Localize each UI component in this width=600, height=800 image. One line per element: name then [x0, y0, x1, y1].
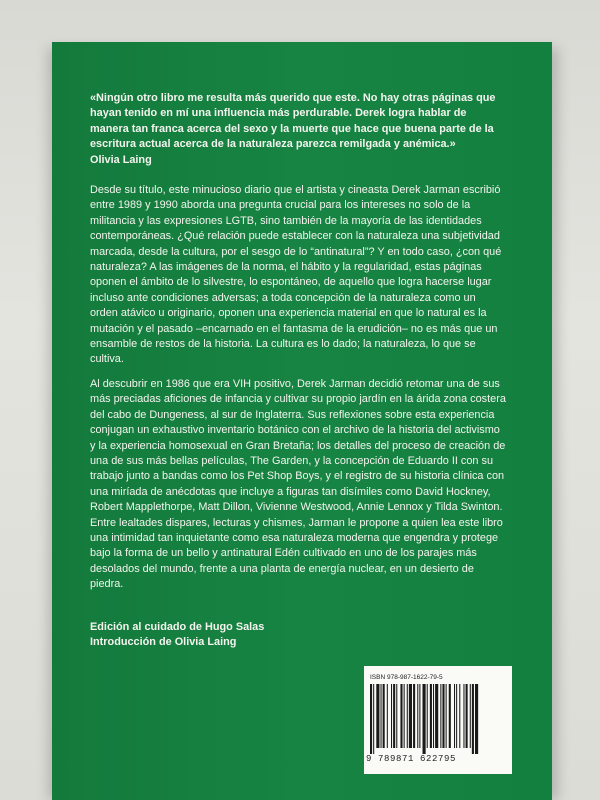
paragraph-2-text: Al descubrir en 1986 que era VIH positivo, Derek Jarman decidió retomar una de sus más preciadas aficiones de infancia y cultivar su propio jardín en la árida zona costera del cabo de Dungeness, al sur de Inglaterra. Sus reflexiones sobre esta experiencia conjugan un exhaustivo inventario botánico con el archivo de la historia del activismo y la experiencia homosexual en Gran Bretaña; los detalles del proceso de creación de una de sus más bellas películas, The Garden, y la concepción de Eduardo II con su trabajo junto a bandas como los Pet Shop Boys, y el registro de su historia clínica con una miríada de anécdotas que incluye a figuras tan disímiles como David Hockney, Robert Mapplethorpe, Matt Dillon, Vivienne Westwood, Annie Lennox y Tilda Swinton. Entre lealtades dispares, lecturas y chismes, Jarman le propone a quien lea este libro una intimidad tan inquietante como esa naturaleza moderna que engendra y protege bajo la forma de un bello y antinatural Edén cultivado en uno de los parajes más desolados del mundo, frente a una planta de energía nuclear, en un desierto de piedra. — [90, 378, 506, 591]
barcode-bar — [373, 684, 374, 754]
barcode-bar — [463, 684, 464, 748]
barcode-bar — [433, 684, 434, 748]
barcode-bar — [430, 684, 432, 748]
barcode-bar — [470, 684, 471, 748]
barcode-bar — [393, 684, 395, 748]
barcode-bar — [454, 684, 455, 748]
barcode-bar — [391, 684, 392, 748]
editor-credit: Edición al cuidado de Hugo Salas — [90, 621, 265, 633]
barcode-bar — [423, 684, 426, 754]
credits — [90, 620, 506, 651]
isbn-label: ISBN 978-987-1622-79-5 — [370, 674, 443, 681]
barcode-bar — [472, 684, 474, 754]
barcode-bar — [442, 684, 444, 748]
barcode-bar — [387, 684, 388, 748]
barcode-bar — [427, 684, 428, 748]
description-paragraph-1 — [90, 183, 506, 368]
barcode-bar — [404, 684, 405, 748]
barcode-bar — [381, 684, 382, 748]
barcode-bar — [376, 684, 379, 748]
barcode-bar — [466, 684, 468, 748]
barcode-bar — [456, 684, 457, 748]
quote-text: «Ningún otro libro me resulta más querido que este. No hay otras páginas que hayan tenido en mí una influencia más perdurable. Derek logra hablar de manera tan franca acerca del sexo y la muerte que hace que buena parte de la escritura actual acerca de la naturaleza parezca remilgada y anémica.» — [90, 92, 496, 151]
barcode-box — [364, 666, 512, 774]
barcode-bar — [409, 684, 412, 748]
barcode-bar — [400, 684, 402, 748]
barcode-bar — [407, 684, 408, 748]
barcode-bar — [417, 684, 418, 748]
barcode-bar — [449, 684, 451, 748]
quote-author: Olivia Laing — [90, 153, 152, 166]
description-paragraph-2 — [90, 377, 506, 593]
barcode-bar — [419, 684, 420, 748]
barcode-bar — [383, 684, 385, 748]
barcode-icon — [370, 684, 506, 754]
paragraph-1-text: Desde su título, este minucioso diario que el artista y cineasta Derek Jarman escribió entre 1989 y 1990 aborda una pregunta crucial para los intereses no solo de la militancia y las expresiones LGTB, sino también de la mayoría de las identidades contemporáneas. ¿Qué relación puede establecer con la naturaleza una subjetividad marcada, desde la cultura, por el sesgo de lo “antinatural”? Y en todo caso, ¿con qué naturaleza? A las imágenes de la norma, el hábito y la regularidad, estas páginas oponen el ámbito de lo silvestre, lo espontáneo, de aquello que logra hacerse lugar incluso ante condiciones adversas; a toda concepción de la naturaleza como un orden atávico u originario, oponen una experiencia material en que lo natural es la mutación y el pasado –encarnado en el fantasma de la erudición– no es más que un ensamble de restos de la historia. La cultura es lo dado; la naturaleza, lo que se cultiva. — [90, 184, 502, 366]
barcode-bar — [459, 684, 460, 748]
barcode-bar — [370, 684, 372, 754]
barcode-bar — [396, 684, 397, 748]
book-back-cover — [52, 42, 552, 800]
blurb-quote — [90, 91, 506, 168]
barcode-bar — [440, 684, 441, 748]
isbn-digits: 9 789871 622795 — [366, 754, 457, 764]
barcode-bar — [435, 684, 438, 748]
barcode-bar — [446, 684, 447, 748]
barcode-bar — [413, 684, 415, 748]
introduction-credit: Introducción de Olivia Laing — [90, 636, 237, 649]
barcode-bar — [475, 684, 478, 754]
